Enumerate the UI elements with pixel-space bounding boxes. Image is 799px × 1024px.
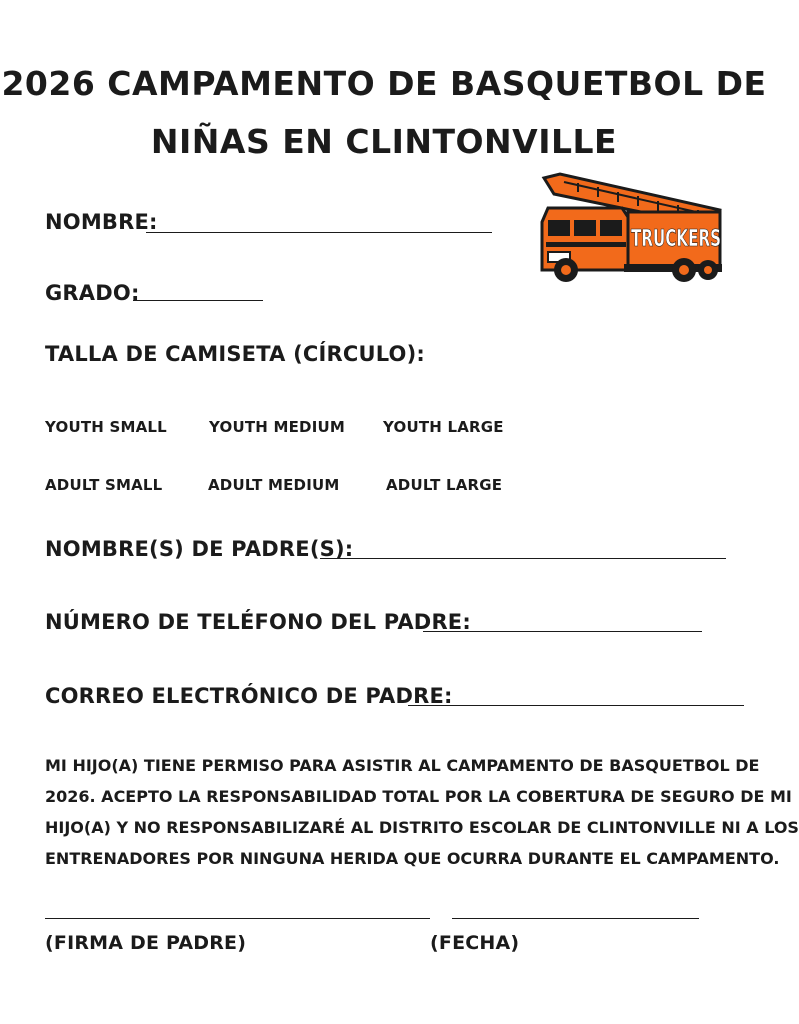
consent-line: MI HIJO(A) TIENE PERMISO PARA ASISTIR AL CAMPAMENTO DE BASQUETBOL DE (45, 756, 760, 775)
parent-email-label: CORREO ELECTRÓNICO DE PADRE: (45, 684, 453, 708)
name-label: NOMBRE: (45, 210, 158, 234)
size-option-youth-large[interactable]: YOUTH LARGE (383, 418, 504, 436)
parents-name-label: NOMBRE(S) DE PADRE(S): (45, 537, 354, 561)
shirt-size-label: TALLA DE CAMISETA (CÍRCULO): (45, 342, 426, 366)
consent-line: HIJO(A) Y NO RESPONSABILIZARÉ AL DISTRITO ESCOLAR DE CLINTONVILLE NI A LOS (45, 818, 799, 837)
consent-line: 2026. ACEPTO LA RESPONSABILIDAD TOTAL POR LA COBERTURA DE SEGURO DE MI (45, 787, 792, 806)
parent-phone-label: NÚMERO DE TELÉFONO DEL PADRE: (45, 610, 471, 634)
parent-signature-line[interactable] (45, 918, 430, 919)
grade-label: GRADO: (45, 281, 140, 305)
parent-phone-input-line[interactable] (423, 631, 702, 632)
size-option-youth-medium[interactable]: YOUTH MEDIUM (209, 418, 345, 436)
form-title-line2: NIÑAS EN CLINTONVILLE (150, 122, 618, 161)
logo-text: TRUCKERS (631, 226, 721, 252)
form-title-line1: 2026 CAMPAMENTO DE BASQUETBOL DE (1, 64, 767, 103)
grade-input-line[interactable] (133, 300, 263, 301)
parent-email-input-line[interactable] (408, 705, 744, 706)
date-line[interactable] (452, 918, 699, 919)
parent-signature-label: (FIRMA DE PADRE) (45, 932, 247, 954)
size-option-adult-medium[interactable]: ADULT MEDIUM (208, 476, 340, 494)
size-option-youth-small[interactable]: YOUTH SMALL (45, 418, 167, 436)
consent-line: ENTRENADORES POR NINGUNA HERIDA QUE OCURRA DURANTE EL CAMPAMENTO. (45, 849, 780, 868)
name-input-line[interactable] (146, 232, 492, 233)
truckers-logo (534, 172, 728, 286)
consent-paragraph (45, 750, 799, 874)
size-option-adult-large[interactable]: ADULT LARGE (386, 476, 503, 494)
size-option-adult-small[interactable]: ADULT SMALL (45, 476, 163, 494)
parents-name-input-line[interactable] (320, 558, 726, 559)
date-label: (FECHA) (430, 932, 520, 954)
